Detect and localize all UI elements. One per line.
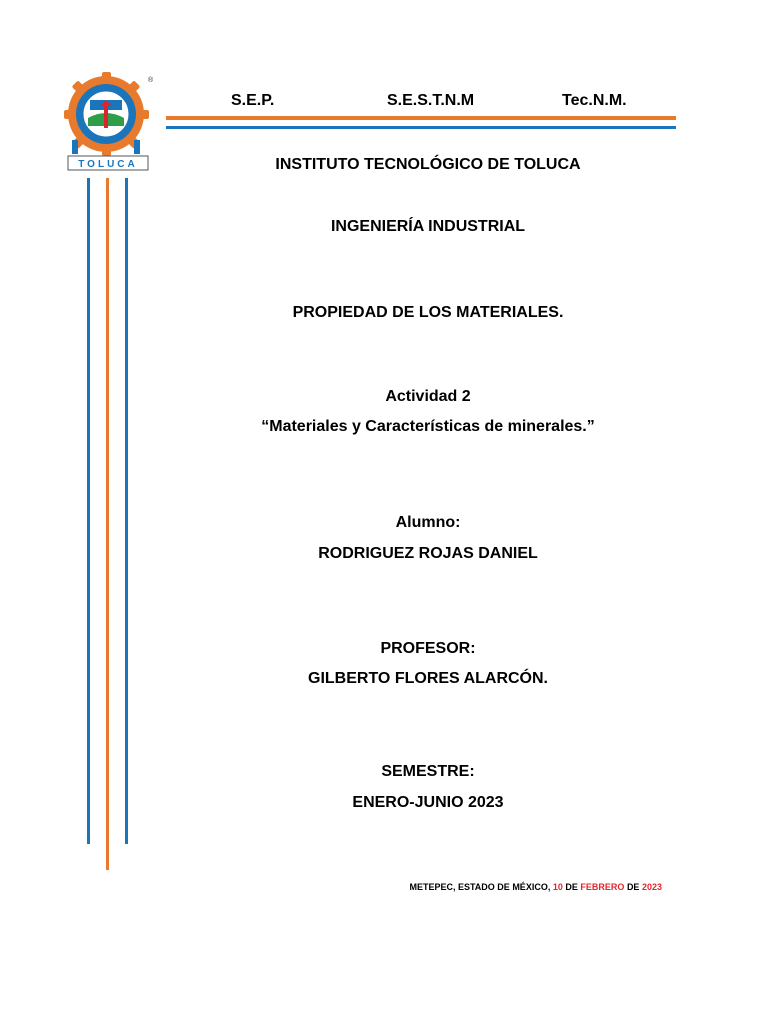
activity-number: Actividad 2	[385, 388, 471, 405]
teacher-label: PROFESOR:	[380, 640, 476, 657]
registered-mark: ®	[148, 77, 154, 84]
date-de-1: DE	[565, 882, 578, 892]
teacher-name: GILBERTO FLORES ALARCÓN.	[308, 670, 548, 687]
date-place: METEPEC, ESTADO DE MÉXICO,	[409, 882, 551, 892]
date-de-2: DE	[626, 882, 640, 892]
career-title: INGENIERÍA INDUSTRIAL	[330, 218, 526, 235]
header-orange-line	[166, 116, 676, 120]
header-blue-line	[166, 126, 676, 129]
left-blue-line	[87, 178, 90, 844]
sestnm-label: S.E.S.T.N.M	[387, 92, 475, 109]
right-blue-line	[125, 178, 128, 844]
activity-name: “Materiales y Características de minerales.”	[261, 418, 595, 435]
date-month: FEBRERO	[580, 882, 625, 892]
logo-city-label: TOLUCA	[78, 159, 138, 170]
student-label: Alumno:	[395, 514, 461, 531]
institute-title: INSTITUTO TECNOLÓGICO DE TOLUCA	[275, 156, 581, 173]
date-year: 2023	[641, 882, 662, 892]
subject-title: PROPIEDAD DE LOS MATERIALES.	[292, 304, 564, 321]
semester-value: ENERO-JUNIO 2023	[352, 794, 504, 811]
center-orange-line	[106, 178, 109, 870]
sep-label: S.E.P.	[231, 92, 275, 109]
tec-toluca-logo	[60, 70, 160, 176]
date-line	[300, 882, 662, 892]
semester-label: SEMESTRE:	[381, 763, 475, 780]
date-day: 10	[552, 882, 563, 892]
tecnm-label: Tec.N.M.	[562, 92, 627, 109]
student-name: RODRIGUEZ ROJAS DANIEL	[318, 545, 538, 562]
